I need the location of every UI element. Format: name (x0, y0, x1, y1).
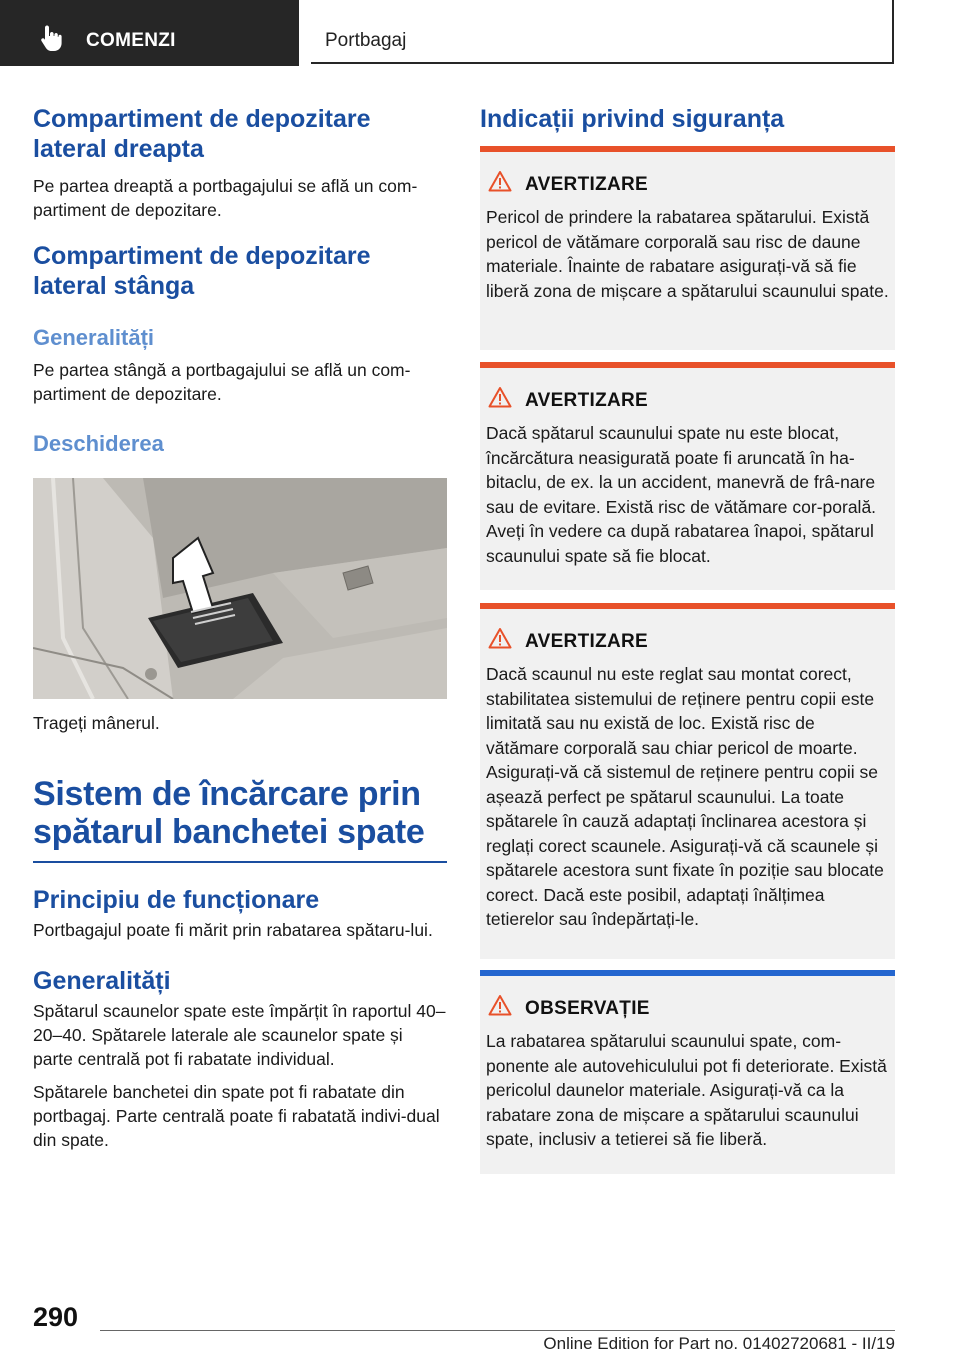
warning-text: Dacă scaunul nu este reglat sau montat corect, stabilitatea sistemului de reținere pentru copii este limitată sau nu există de loc. Există risc de vătămare corporală sau chiar pericol de moarte. Asigurați-vă că sistemul de reținere pentru copii se așează perfect pe spătarul scaunului. La toate spătarele în cauză adaptați înclinarea acestora și reglați corect scaunele. Asigurați-vă că scaunele și spătarele acestora sunt fixate în poziție sau blocate corect. Dacă este posibil, adaptați înălțimea tetierelor sau îndepărtați-le. (486, 664, 884, 929)
heading-left-storage: Compartiment de depozitare lateral stânga (33, 242, 371, 300)
footer-divider (100, 1330, 895, 1331)
notice-bar (480, 970, 895, 976)
subheading-general-1: Generalități (33, 325, 155, 350)
warning-triangle-icon (488, 170, 512, 192)
notice-title: OBSERVAȚIE (525, 998, 650, 1019)
heading-safety: Indicații privind siguranța (480, 105, 785, 133)
warning-bar (480, 362, 895, 368)
warning-bar (480, 603, 895, 609)
trunk-compartment-photo (33, 478, 447, 699)
right-column (480, 104, 895, 134)
photo-caption: Trageți mânerul. (33, 713, 160, 733)
warning-text: Pericol de prindere la rabatarea spătarului. Există pericol de vătămare corporală sau risc de daune materiale. Înainte de rabatare asigurați-vă să fie liberă zona de mișcare a spătarului scaunului spate. (486, 207, 889, 301)
warning-triangle-icon (488, 386, 512, 408)
page-header (0, 0, 960, 66)
chapter-tab[interactable] (0, 0, 299, 66)
section-tab (311, 0, 894, 64)
section-tab-label: Portbagaj (325, 30, 407, 51)
footer-edition: Online Edition for Part no. 01402720681 - II/19 (543, 1334, 895, 1353)
subheading-opening: Deschiderea (33, 431, 164, 456)
left-column (33, 104, 447, 1152)
section-divider (33, 861, 447, 863)
warning-triangle-icon (488, 627, 512, 649)
warning-bar (480, 146, 895, 152)
main-section-title: Sistem de încărcare prin spătarul banchetei spate (33, 775, 425, 851)
heading-general-2: Generalități (33, 967, 171, 995)
heading-principle: Principiu de funcționare (33, 886, 320, 914)
warning-title: AVERTIZARE (525, 174, 648, 195)
notice-triangle-icon (488, 994, 512, 1016)
notice-box (480, 970, 895, 1174)
main-section-title-wrap (33, 775, 447, 851)
warning-box-2 (480, 362, 895, 590)
heading-right-storage: Compartiment de depozitare lateral dreapta (33, 105, 371, 163)
paragraph-principle: Portbagajul poate fi mărit prin rabatarea spătaru‐lui. (33, 920, 433, 940)
warning-box-1 (480, 146, 895, 350)
warning-title: AVERTIZARE (525, 631, 648, 652)
warning-title: AVERTIZARE (525, 390, 648, 411)
paragraph-general-3: Spătarele banchetei din spate pot fi rabatate din portbagaj. Parte centrală poate fi rabatată indivi‐dual din spate. (33, 1082, 440, 1150)
paragraph-left-storage: Pe partea stângă a portbagajului se află un com‐partiment de depozitare. (33, 360, 411, 404)
chapter-tab-label: COMENZI (86, 30, 176, 51)
hand-pointer-icon (40, 24, 64, 52)
warning-box-3 (480, 603, 895, 959)
trunk-illustration (33, 478, 447, 699)
paragraph-right-storage: Pe partea dreaptă a portbagajului se află un com‐partiment de depozitare. (33, 176, 418, 220)
warning-text: Dacă spătarul scaunului spate nu este blocat, încărcătura neasigurată poate fi aruncată în ha‐bitaclu, de ex. la un accident, manevră de frâ‐nare sau de evitare. Există risc de vătămare cor‐porală. Aveți în vedere ca după rabatarea înapoi, spătarul scaunului spate să fie blocat. (486, 423, 877, 566)
page-number: 290 (33, 1302, 79, 1332)
notice-text: La rabatarea spătarului scaunului spate, com‐ponente ale autovehiculului pot fi deteriorate. Există pericolul daunelor materiale. Asigurați-vă ca la rabatare zona de mișcare a spătarului scaunului spate, inclusiv a tetierei să fie liberă. (486, 1031, 887, 1149)
paragraph-general-2: Spătarul scaunelor spate este împărțit în raportul 40–20–40. Spătarele laterale ale scaunelor spate și parte centrală pot fi rabatate individual. (33, 1001, 446, 1069)
